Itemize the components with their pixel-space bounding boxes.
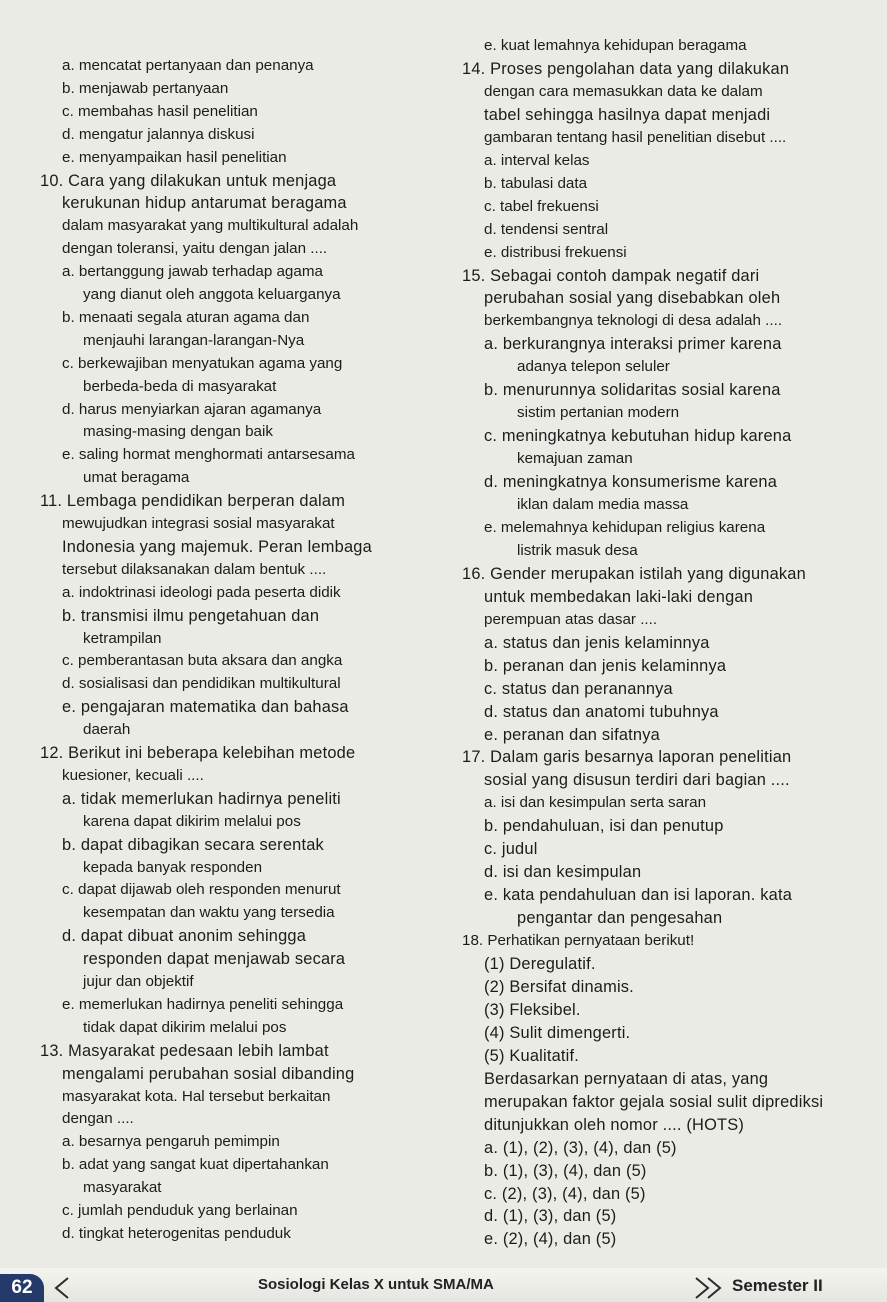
text-line: d. harus menyiarkan ajaran agamanya (62, 400, 322, 418)
text-line: b. menjawab pertanyaan (62, 79, 229, 97)
text-line: a. indoktrinasi ideologi pada peserta didik (62, 583, 341, 601)
text-line: (2) Bersifat dinamis. (484, 977, 634, 996)
semester-label: Semester II (732, 1276, 823, 1295)
text-line: perubahan sosial yang disebabkan oleh (484, 289, 781, 308)
text-line: kemajuan zaman (517, 450, 633, 468)
text-line: dengan toleransi, yaitu dengan jalan .... (62, 240, 328, 258)
text-line: daerah (83, 721, 131, 739)
text-line: tidak dapat dikirim melalui pos (83, 1018, 287, 1036)
question-text: 10. Cara yang dilakukan untuk menjaga (40, 171, 337, 190)
text-line: a. mencatat pertanyaan dan penanya (62, 57, 314, 74)
text-line: dengan .... (62, 1110, 134, 1128)
text-line: kepada banyak responden (83, 858, 263, 876)
text-line: listrik masuk desa (517, 541, 638, 559)
text-line: a. interval kelas (484, 151, 590, 169)
text-line: b. dapat dibagikan secara serentak (62, 835, 324, 854)
question-text: 13. Masyarakat pedesaan lebih lambat (40, 1041, 329, 1060)
text-line: a. (1), (2), (3), (4), dan (5) (484, 1138, 677, 1157)
text-line: (3) Fleksibel. (484, 1000, 581, 1019)
text-line: c. status dan peranannya (484, 679, 673, 698)
text-line: menjauhi larangan-larangan-Nya (83, 331, 305, 349)
text-line: c. tabel frekuensi (484, 197, 599, 215)
text-line: b. tabulasi data (484, 174, 588, 192)
text-line: yang dianut oleh anggota keluarganya (83, 286, 341, 303)
text-line: b. transmisi ilmu pengetahuan dan (62, 606, 320, 625)
text-line: c. pemberantasan buta aksara dan angka (62, 652, 343, 670)
text-line: perempuan atas dasar .... (484, 610, 658, 628)
text-line: d. mengatur jalannya diskusi (62, 125, 255, 143)
text-line: tabel sehingga hasilnya dapat menjadi (484, 105, 771, 124)
text-line: b. peranan dan jenis kelaminnya (484, 656, 727, 675)
text-line: ditunjukkan oleh nomor .... (HOTS) (484, 1115, 745, 1134)
text-line: d. dapat dibuat anonim sehingga (62, 927, 307, 946)
text-line: c. dapat dijawab oleh responden menurut (62, 881, 341, 899)
text-line: d. status dan anatomi tubuhnya (484, 702, 719, 721)
text-line: d. isi dan kesimpulan (484, 863, 642, 882)
question-text: 18. Perhatikan pernyataan berikut! (462, 932, 695, 950)
text-line: karena dapat dikirim melalui pos (83, 812, 301, 830)
page-number: 62 (0, 1274, 44, 1302)
chevron-decoration-icon (48, 1276, 74, 1300)
text-line: mengalami perubahan sosial dibanding (62, 1064, 355, 1083)
text-line: d. sosialisasi dan pendidikan multikultural (62, 675, 341, 693)
question-text: 16. Gender merupakan istilah yang digunakan (462, 564, 806, 583)
text-line: e. melemahnya kehidupan religius karena (484, 518, 766, 536)
text-line: Indonesia yang majemuk. Peran lembaga (62, 537, 372, 556)
text-line: a. status dan jenis kelaminnya (484, 633, 710, 652)
text-line: e. (2), (4), dan (5) (484, 1230, 617, 1249)
text-line: berkembangnya teknologi di desa adalah .... (484, 312, 783, 330)
text-line: dengan cara memasukkan data ke dalam (484, 82, 763, 100)
text-line: tersebut dilaksanakan dalam bentuk .... (62, 560, 327, 578)
text-line: adanya telepon seluler (517, 358, 670, 376)
double-chevron-decoration-icon (690, 1276, 726, 1300)
text-line: masyarakat (83, 1179, 162, 1197)
text-line: d. tendensi sentral (484, 220, 609, 238)
question-text: 17. Dalam garis besarnya laporan penelitian (462, 748, 792, 767)
text-line: kuesioner, kecuali .... (62, 766, 204, 784)
text-line: a. isi dan kesimpulan serta saran (484, 794, 707, 812)
text-line: kerukunan hidup antarumat beragama (62, 194, 347, 213)
text-line: d. (1), (3), dan (5) (484, 1207, 617, 1226)
text-line: c. berkewajiban menyatukan agama yang (62, 354, 343, 372)
question-text: 14. Proses pengolahan data yang dilakukan (462, 59, 790, 78)
text-line: e. pengajaran matematika dan bahasa (62, 698, 349, 717)
text-line: umat beragama (83, 469, 190, 487)
text-line: a. tidak memerlukan hadirnya peneliti (62, 789, 341, 808)
text-line: a. besarnya pengaruh pemimpin (62, 1133, 280, 1151)
text-line: kesempatan dan waktu yang tersedia (83, 904, 335, 922)
text-line: a. berkurangnya interaksi primer karena (484, 335, 782, 354)
text-line: e. memerlukan hadirnya peneliti sehingga (62, 995, 344, 1013)
text-line: b. menurunnya solidaritas sosial karena (484, 381, 781, 400)
text-line: b. menaati segala aturan agama dan (62, 308, 310, 326)
text-line: dalam masyarakat yang multikultural adalah (62, 217, 359, 235)
text-line: mewujudkan integrasi sosial masyarakat (62, 515, 335, 532)
text-line: c. meningkatnya kebutuhan hidup karena (484, 427, 792, 446)
text-line: e. distribusi frekuensi (484, 243, 627, 261)
text-line: c. (2), (3), (4), dan (5) (484, 1184, 646, 1203)
text-line: iklan dalam media massa (517, 496, 689, 513)
question-text: 15. Sebagai contoh dampak negatif dari (462, 266, 760, 285)
text-line: c. jumlah penduduk yang berlainan (62, 1202, 298, 1219)
text-line: e. saling hormat menghormati antarsesama (62, 446, 355, 464)
text-line: berbeda-beda di masyarakat (83, 377, 277, 395)
question-text: 11. Lembaga pendidikan berperan dalam (40, 492, 346, 511)
text-line: c. membahas hasil penelitian (62, 102, 258, 120)
text-line: untuk membedakan laki-laki dengan (484, 587, 754, 606)
text-line: (1) Deregulatif. (484, 955, 596, 973)
text-line: e. kuat lemahnya kehidupan beragama (484, 37, 747, 54)
text-line: sosial yang disusun terdiri dari bagian .... (484, 771, 790, 790)
text-line: responden dapat menjawab secara (83, 950, 346, 969)
text-line: b. (1), (3), (4), dan (5) (484, 1161, 647, 1180)
text-line: ketrampilan (83, 629, 162, 647)
text-line: jujur dan objektif (83, 973, 194, 990)
text-line: c. judul (484, 840, 538, 859)
text-line: d. tingkat heterogenitas penduduk (62, 1224, 291, 1242)
text-line: e. peranan dan sifatnya (484, 725, 660, 744)
text-line: Berdasarkan pernyataan di atas, yang (484, 1069, 769, 1088)
text-line: a. bertanggung jawab terhadap agama (62, 263, 323, 281)
text-line: sistim pertanian modern (517, 404, 680, 422)
text-line: (5) Kualitatif. (484, 1046, 580, 1065)
text-line: b. pendahuluan, isi dan penutup (484, 817, 724, 836)
text-line: d. meningkatnya konsumerisme karena (484, 473, 778, 492)
book-title: Sosiologi Kelas X untuk SMA/MA (258, 1276, 494, 1293)
question-text: 12. Berikut ini beberapa kelebihan metode (40, 744, 356, 762)
text-line: gambaran tentang hasil penelitian disebut .... (484, 128, 787, 146)
text-line: (4) Sulit dimengerti. (484, 1023, 631, 1042)
text-line: e. kata pendahuluan dan isi laporan. kata (484, 886, 793, 905)
text-line: masyarakat kota. Hal tersebut berkaitan (62, 1087, 331, 1105)
text-line: merupakan faktor gejala sosial sulit diprediksi (484, 1092, 824, 1111)
text-line: pengantar dan pengesahan (517, 909, 723, 928)
text-line: b. adat yang sangat kuat dipertahankan (62, 1156, 329, 1174)
text-line: e. menyampaikan hasil penelitian (62, 148, 287, 166)
text-line: masing-masing dengan baik (83, 423, 273, 441)
